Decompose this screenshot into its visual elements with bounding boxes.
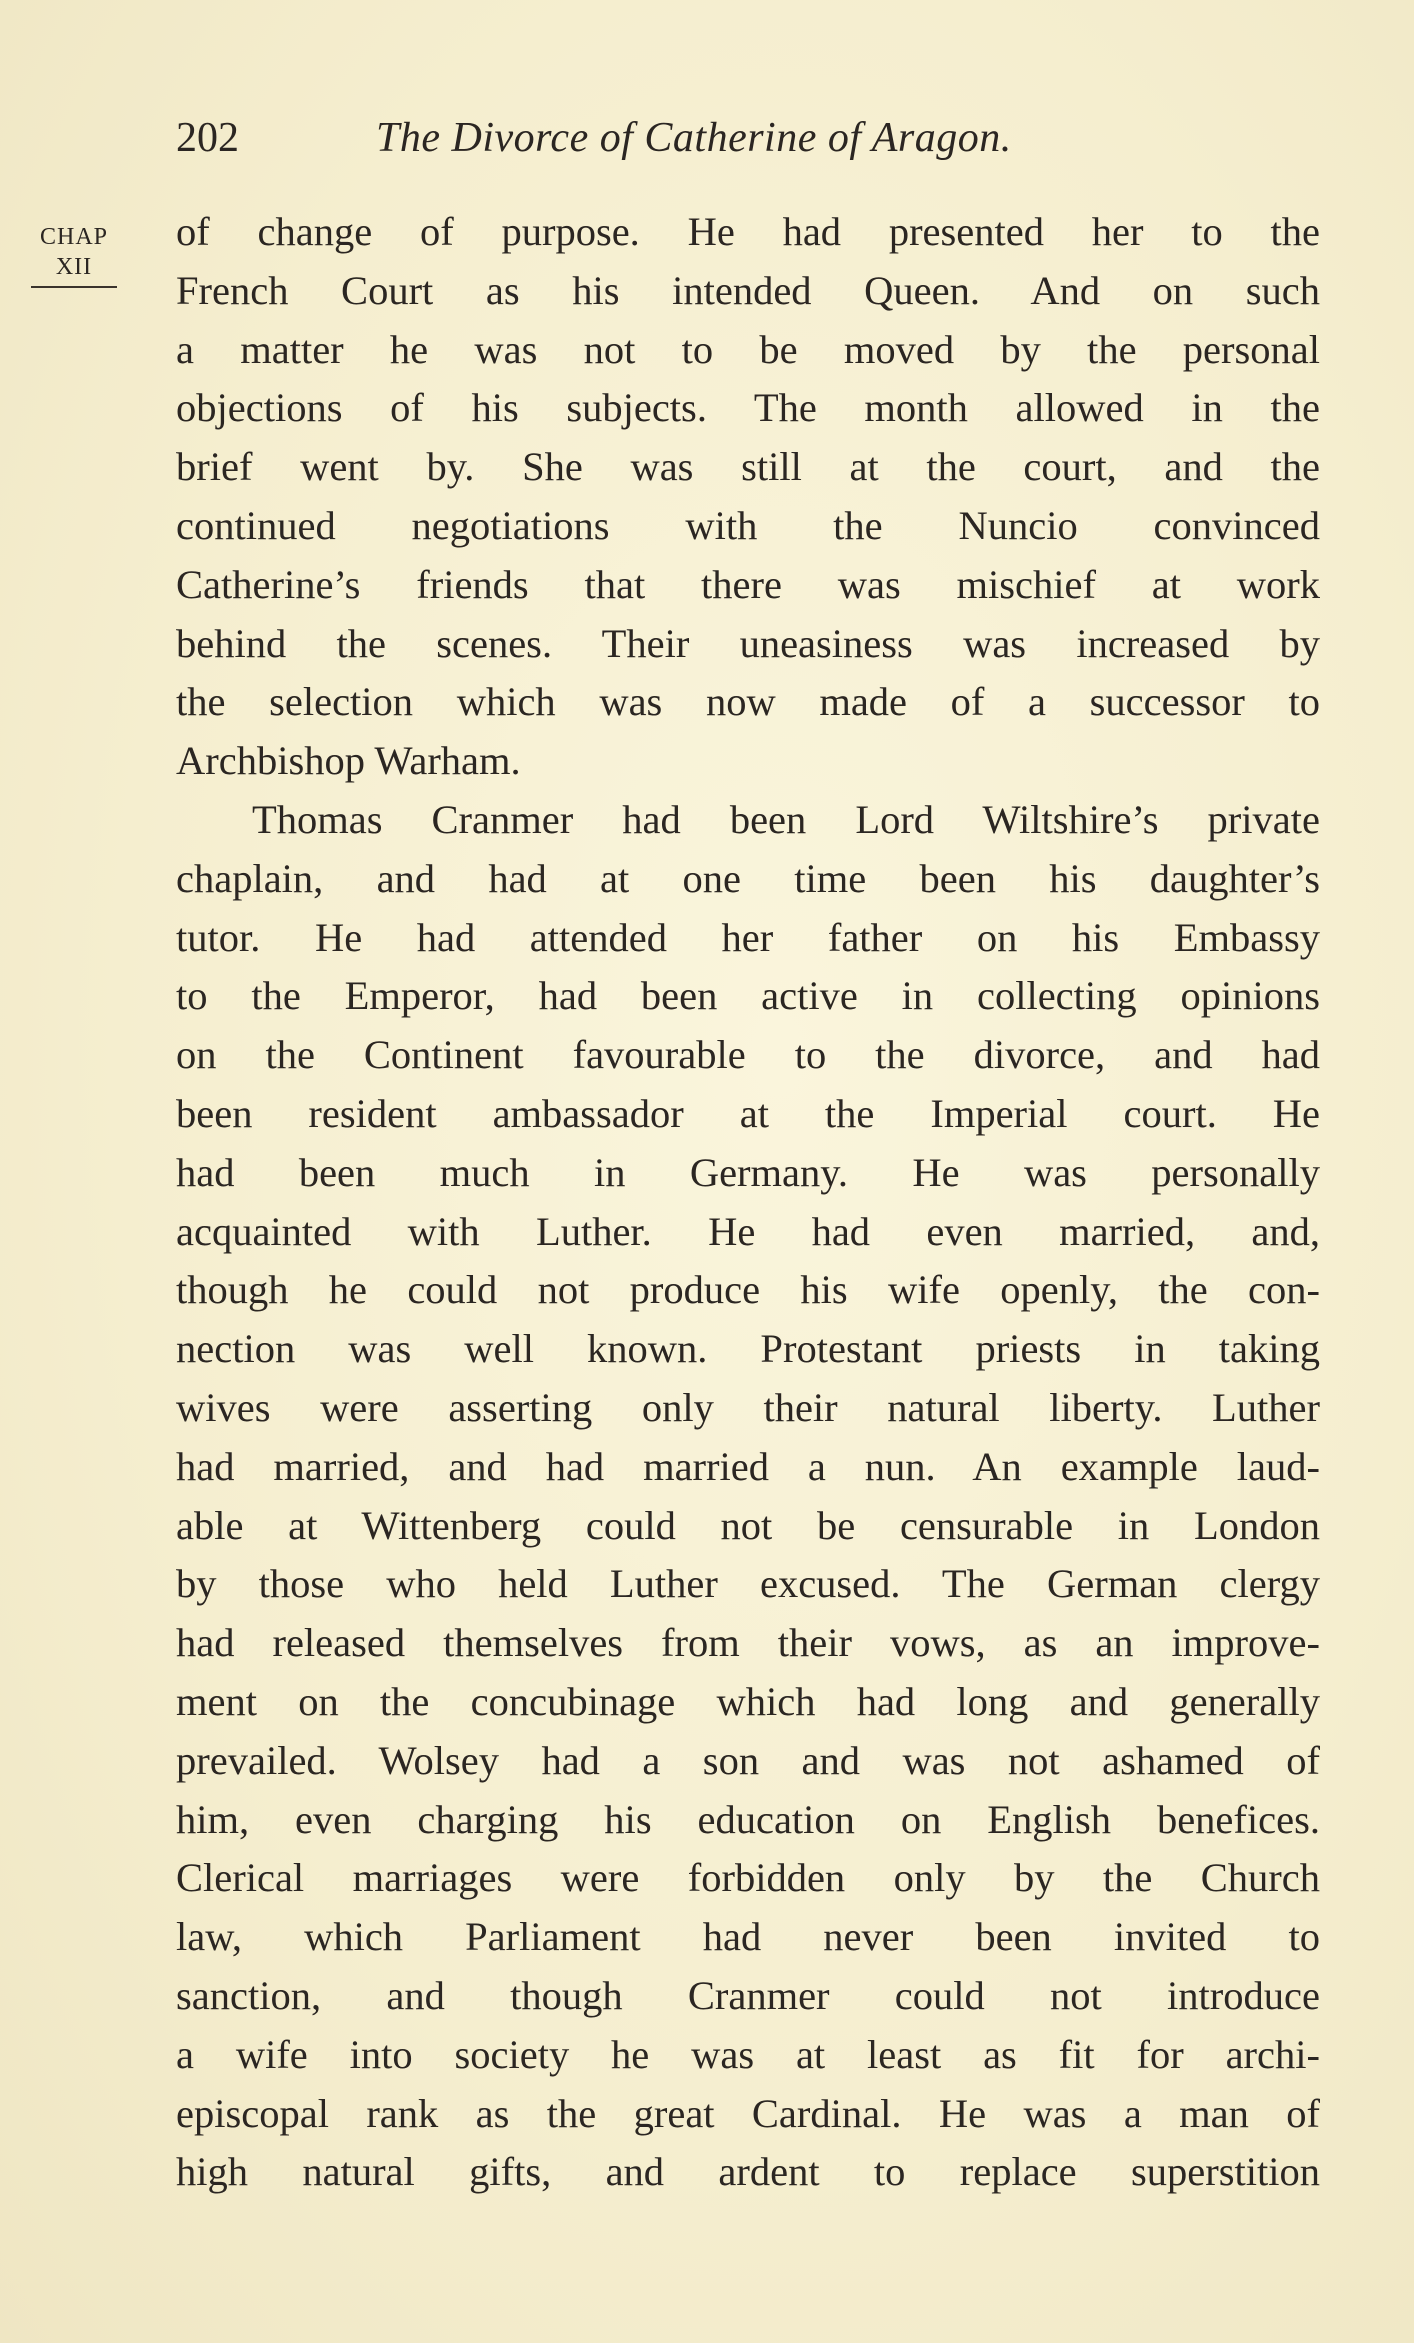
text-line: episcopal rank as the great Cardinal. He was a man of xyxy=(176,2090,1320,2136)
text-line: chaplain, and had at one time been his daughter’s xyxy=(176,855,1320,901)
text-line: law, which Parliament had never been invited to xyxy=(176,1914,1320,1960)
page-number: 202 xyxy=(176,115,239,161)
text-line: objections of his subjects. The month allowed in the xyxy=(176,385,1320,431)
text-line: Thomas Cranmer had been Lord Wiltshire’s private xyxy=(252,796,1320,842)
text-line: had released themselves from their vows, as an improve- xyxy=(176,1620,1320,1666)
text-line: Archbishop Warham. xyxy=(176,738,521,784)
text-line: nection was well known. Protestant priests in taking xyxy=(176,1326,1320,1372)
chapter-rule xyxy=(31,286,117,288)
text-line: a matter he was not to be moved by the personal xyxy=(176,326,1320,372)
text-line: acquainted with Luther. He had even married, and, xyxy=(176,1208,1320,1254)
text-line: by those who held Luther excused. The German clergy xyxy=(176,1561,1320,1607)
text-line: sanction, and though Cranmer could not introduce xyxy=(176,1972,1320,2018)
running-title: The Divorce of Catherine of Aragon. xyxy=(376,115,1012,161)
text-line: high natural gifts, and ardent to replace superstition xyxy=(176,2149,1320,2195)
chapter-marker xyxy=(28,222,120,288)
text-line: wives were asserting only their natural liberty. Luther xyxy=(176,1384,1320,1430)
text-line: Catherine’s friends that there was mischief at work xyxy=(176,561,1320,607)
text-line: Clerical marriages were forbidden only by the Church xyxy=(176,1855,1320,1901)
text-line: had been much in Germany. He was personally xyxy=(176,1149,1320,1195)
chapter-number: XII xyxy=(55,254,93,280)
text-line: brief went by. She was still at the court, and the xyxy=(176,444,1320,490)
text-line: French Court as his intended Queen. And on such xyxy=(176,267,1320,313)
text-line: of change of purpose. He had presented her to the xyxy=(176,209,1320,254)
text-line: to the Emperor, had been active in collecting opinions xyxy=(176,973,1320,1019)
text-line: ment on the concubinage which had long and generally xyxy=(176,1678,1320,1724)
text-line: continued negotiations with the Nuncio convinced xyxy=(176,502,1320,548)
text-line: on the Continent favourable to the divorce, and had xyxy=(176,1032,1320,1078)
text-line: tutor. He had attended her father on his Embassy xyxy=(176,914,1320,960)
text-line: him, even charging his education on English benefices. xyxy=(176,1796,1320,1842)
text-line: prevailed. Wolsey had a son and was not ashamed of xyxy=(176,1737,1320,1783)
text-line: though he could not produce his wife openly, the con- xyxy=(176,1267,1320,1313)
running-head xyxy=(176,108,1326,168)
text-line: able at Wittenberg could not be censurable in London xyxy=(176,1502,1320,1548)
text-line: had married, and had married a nun. An example laud- xyxy=(176,1443,1320,1489)
text-line: a wife into society he was at least as fit for archi- xyxy=(176,2031,1320,2077)
body-text xyxy=(176,203,1320,2202)
text-line: the selection which was now made of a successor to xyxy=(176,679,1320,725)
text-line: been resident ambassador at the Imperial court. He xyxy=(176,1090,1320,1136)
chapter-label: CHAP xyxy=(39,224,109,250)
text-line: behind the scenes. Their uneasiness was increased by xyxy=(176,620,1320,666)
